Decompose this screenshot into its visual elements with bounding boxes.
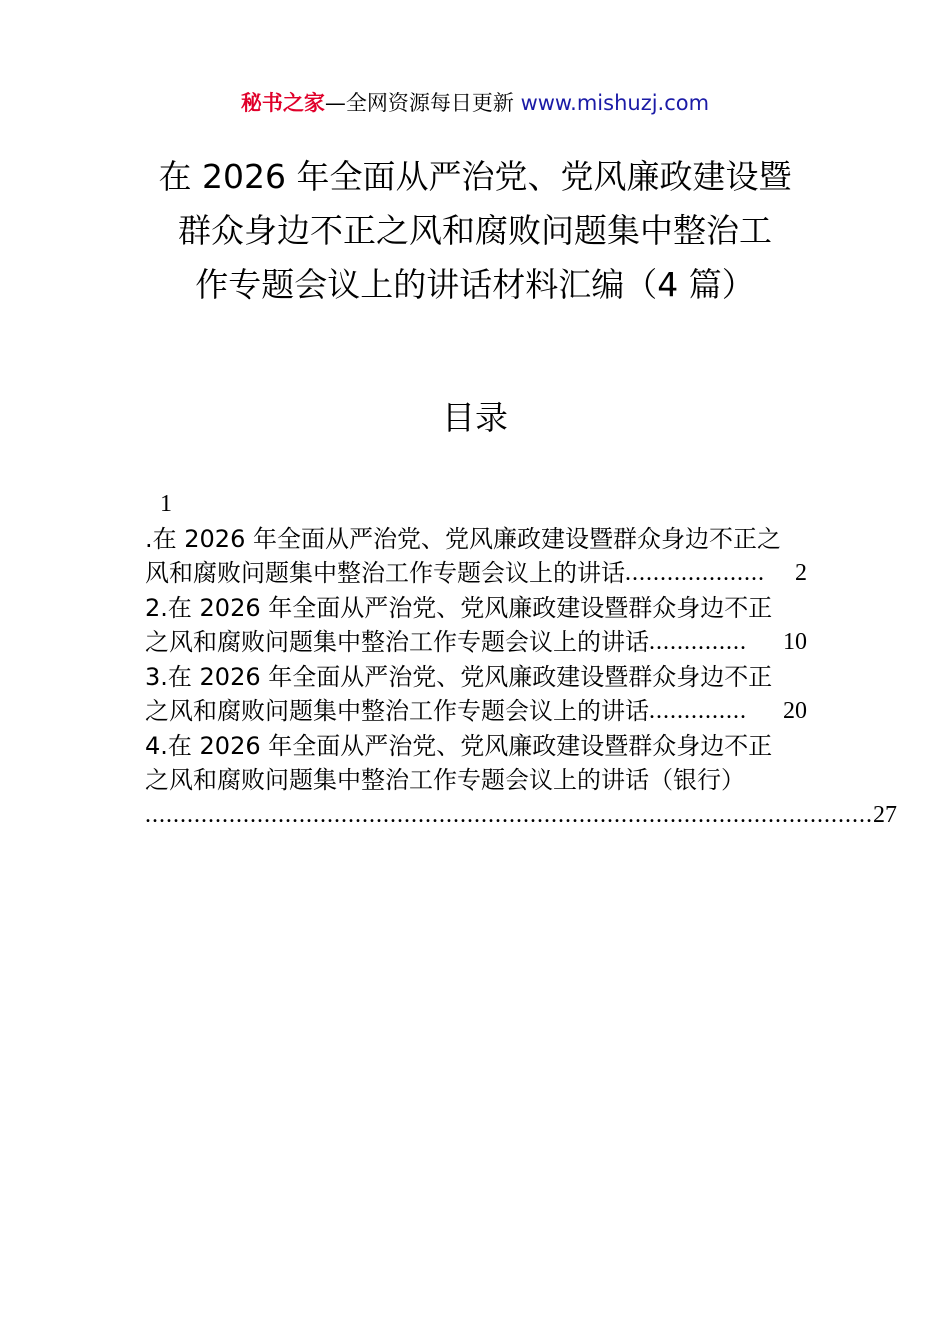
document-title [100, 150, 850, 312]
toc-entry-1-leader: .................... [625, 560, 765, 586]
toc-entry-2-text-1: 2.在 2026 年全面从严治党、党风廉政建设暨群众身边不正 [145, 593, 773, 622]
title-line-2: 群众身边不正之风和腐败问题集中整治工 [178, 211, 772, 250]
site-tagline: —全网资源每日更新 [324, 91, 514, 115]
toc-entry-2-leader: .............. [649, 629, 747, 655]
toc-entry-3-line-2[interactable] [145, 694, 807, 729]
toc-entry-3-line-1[interactable] [145, 660, 807, 695]
toc-entry-3-text-2: 之风和腐败问题集中整治工作专题会议上的讲话 [145, 697, 649, 725]
title-line-3: 作专题会议上的讲话材料汇编（4 篇） [195, 265, 755, 304]
toc-entry-1-line-2[interactable] [145, 556, 807, 591]
toc-entry-2-text-2: 之风和腐败问题集中整治工作专题会议上的讲话 [145, 628, 649, 656]
toc-entry-2-line-1[interactable] [145, 591, 807, 626]
toc-entry-4-line-2[interactable] [145, 763, 807, 798]
toc-heading: 目录 [442, 398, 508, 437]
toc-entry-3-text-1: 3.在 2026 年全面从严治党、党风廉政建设暨群众身边不正 [145, 662, 773, 691]
site-url-link[interactable]: www.mishuzj.com [520, 91, 710, 115]
toc-entry-3-page: 20 [783, 698, 807, 724]
toc-entry-4-text-2: 之风和腐败问题集中整治工作专题会议上的讲话（银行） [145, 766, 745, 794]
toc-entry-2-page: 10 [783, 629, 807, 655]
brand-name: 秘书之家 [240, 91, 325, 115]
toc-entry-1-number[interactable]: 1 [160, 491, 172, 517]
toc-entry-4-leader: ........................................................................................................ [145, 801, 873, 828]
toc-entry-3-leader: .............. [649, 698, 747, 724]
table-of-contents [145, 487, 897, 832]
toc-entry-1-text-1: .在 2026 年全面从严治党、党风廉政建设暨群众身边不正之 [145, 524, 781, 553]
toc-entry-4-text-1: 4.在 2026 年全面从严治党、党风廉政建设暨群众身边不正 [145, 731, 773, 760]
toc-entry-1-text-2: 风和腐败问题集中整治工作专题会议上的讲话 [145, 559, 625, 587]
toc-entry-4-line-1[interactable] [145, 729, 807, 764]
site-header [0, 86, 950, 120]
toc-entry-2-line-2[interactable] [145, 625, 807, 660]
toc-entry-1-line-1[interactable] [145, 522, 807, 557]
toc-entry-4-line-3[interactable] [145, 798, 897, 833]
title-line-1: 在 2026 年全面从严治党、党风廉政建设暨 [158, 157, 792, 196]
toc-entry-1-page: 2 [795, 560, 807, 586]
toc-entry-4-page: 27 [873, 801, 897, 828]
